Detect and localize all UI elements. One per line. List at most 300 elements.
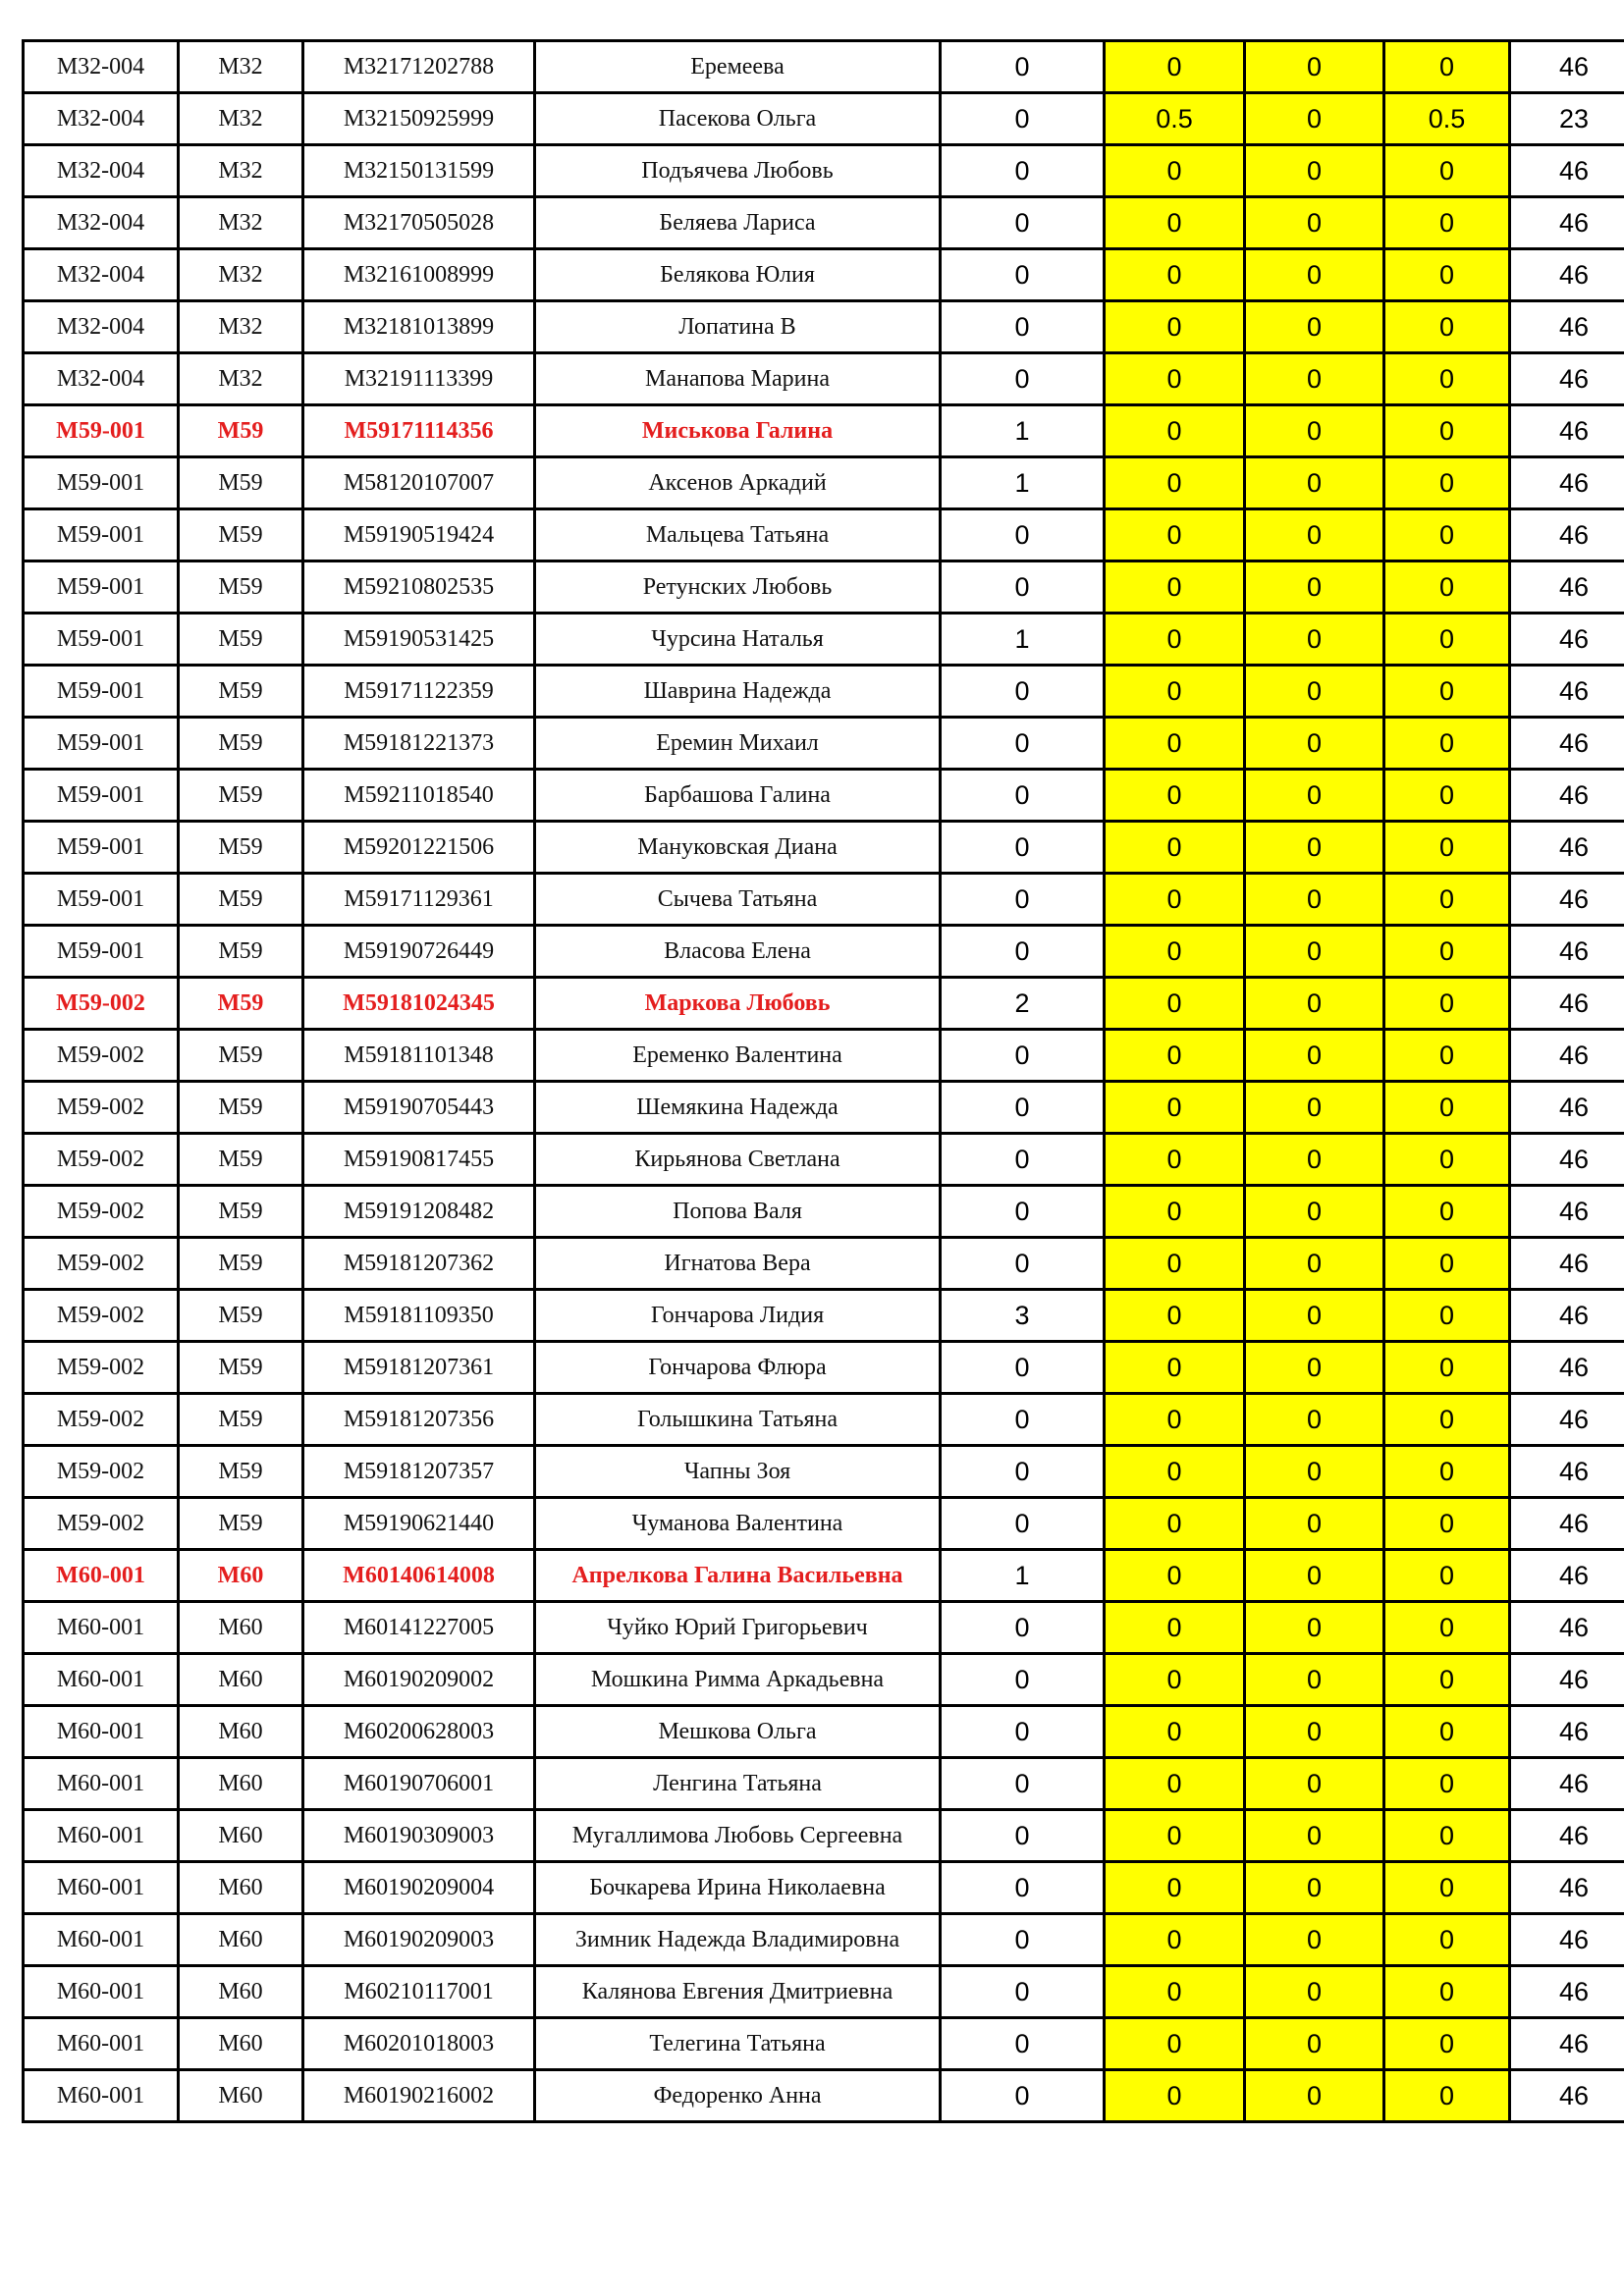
value-cell-1: 0 [941, 41, 1105, 93]
value-cell-3: 0 [1245, 2070, 1384, 2122]
group-cell: М32-004 [24, 249, 179, 301]
code-cell: М60 [179, 1862, 303, 1914]
id-cell: М59181207362 [303, 1238, 535, 1290]
total-cell: 46 [1510, 614, 1624, 666]
value-cell-2: 0 [1105, 1030, 1245, 1082]
name-cell: Мальцева Татьяна [535, 509, 941, 561]
value-cell-2: 0 [1105, 770, 1245, 822]
table-row [24, 770, 1624, 822]
value-cell-1: 0 [941, 2018, 1105, 2070]
value-cell-1: 1 [941, 405, 1105, 457]
group-cell: М59-001 [24, 926, 179, 978]
value-cell-2: 0 [1105, 2018, 1245, 2070]
value-cell-3: 0 [1245, 1238, 1384, 1290]
name-cell: Шаврина Надежда [535, 666, 941, 718]
total-cell: 46 [1510, 1290, 1624, 1342]
total-cell: 46 [1510, 1966, 1624, 2018]
value-cell-4: 0 [1384, 2070, 1510, 2122]
name-cell: Ленгина Татьяна [535, 1758, 941, 1810]
value-cell-1: 0 [941, 1914, 1105, 1966]
code-cell: М59 [179, 614, 303, 666]
code-cell: М59 [179, 405, 303, 457]
name-cell: Еременко Валентина [535, 1030, 941, 1082]
value-cell-3: 0 [1245, 1134, 1384, 1186]
value-cell-4: 0 [1384, 249, 1510, 301]
value-cell-4: 0 [1384, 1394, 1510, 1446]
value-cell-3: 0 [1245, 926, 1384, 978]
id-cell: М59181101348 [303, 1030, 535, 1082]
value-cell-3: 0 [1245, 1862, 1384, 1914]
table-row [24, 561, 1624, 614]
total-cell: 23 [1510, 93, 1624, 145]
value-cell-3: 0 [1245, 41, 1384, 93]
value-cell-3: 0 [1245, 457, 1384, 509]
total-cell: 46 [1510, 1654, 1624, 1706]
total-cell: 46 [1510, 1758, 1624, 1810]
table-row [24, 666, 1624, 718]
code-cell: М32 [179, 197, 303, 249]
value-cell-1: 0 [941, 1810, 1105, 1862]
total-cell: 46 [1510, 405, 1624, 457]
name-cell: Чуманова Валентина [535, 1498, 941, 1550]
group-cell: М32-004 [24, 41, 179, 93]
value-cell-2: 0 [1105, 1082, 1245, 1134]
code-cell: М59 [179, 1290, 303, 1342]
name-cell: Телегина Татьяна [535, 2018, 941, 2070]
code-cell: М59 [179, 1238, 303, 1290]
name-cell: Чапны Зоя [535, 1446, 941, 1498]
value-cell-1: 0 [941, 770, 1105, 822]
group-cell: М59-002 [24, 1394, 179, 1446]
value-cell-3: 0 [1245, 145, 1384, 197]
group-cell: М60-001 [24, 2018, 179, 2070]
total-cell: 46 [1510, 561, 1624, 614]
value-cell-2: 0 [1105, 301, 1245, 353]
code-cell: М60 [179, 1758, 303, 1810]
id-cell: М59210802535 [303, 561, 535, 614]
id-cell: М59190705443 [303, 1082, 535, 1134]
name-cell: Манапова Марина [535, 353, 941, 405]
value-cell-1: 0 [941, 874, 1105, 926]
total-cell: 46 [1510, 1550, 1624, 1602]
value-cell-4: 0 [1384, 718, 1510, 770]
name-cell: Федоренко Анна [535, 2070, 941, 2122]
name-cell: Кирьянова Светлана [535, 1134, 941, 1186]
table-row [24, 874, 1624, 926]
value-cell-1: 0 [941, 822, 1105, 874]
value-cell-3: 0 [1245, 1654, 1384, 1706]
value-cell-2: 0 [1105, 457, 1245, 509]
table-row [24, 1030, 1624, 1082]
code-cell: М59 [179, 1082, 303, 1134]
id-cell: М59190817455 [303, 1134, 535, 1186]
table-row [24, 1082, 1624, 1134]
table-row [24, 301, 1624, 353]
code-cell: М32 [179, 145, 303, 197]
value-cell-3: 0 [1245, 2018, 1384, 2070]
value-cell-2: 0 [1105, 1134, 1245, 1186]
value-cell-4: 0 [1384, 197, 1510, 249]
name-cell: Белякова Юлия [535, 249, 941, 301]
value-cell-1: 0 [941, 301, 1105, 353]
table-row [24, 2018, 1624, 2070]
value-cell-4: 0 [1384, 978, 1510, 1030]
code-cell: М59 [179, 457, 303, 509]
id-cell: М60190216002 [303, 2070, 535, 2122]
total-cell: 46 [1510, 1342, 1624, 1394]
data-table [22, 39, 1624, 2123]
group-cell: М32-004 [24, 93, 179, 145]
code-cell: М59 [179, 1446, 303, 1498]
total-cell: 46 [1510, 1498, 1624, 1550]
total-cell: 46 [1510, 457, 1624, 509]
value-cell-4: 0 [1384, 509, 1510, 561]
group-cell: М32-004 [24, 301, 179, 353]
id-cell: М59191208482 [303, 1186, 535, 1238]
table-row-leader [24, 1550, 1624, 1602]
value-cell-3: 0 [1245, 1810, 1384, 1862]
value-cell-2: 0 [1105, 197, 1245, 249]
value-cell-1: 1 [941, 457, 1105, 509]
group-cell: М59-002 [24, 1186, 179, 1238]
value-cell-2: 0 [1105, 1342, 1245, 1394]
table-row [24, 1498, 1624, 1550]
id-cell: М59181207356 [303, 1394, 535, 1446]
total-cell: 46 [1510, 353, 1624, 405]
value-cell-1: 0 [941, 1966, 1105, 2018]
value-cell-4: 0 [1384, 41, 1510, 93]
table-row [24, 249, 1624, 301]
table-row [24, 1654, 1624, 1706]
value-cell-4: 0 [1384, 874, 1510, 926]
value-cell-4: 0 [1384, 1342, 1510, 1394]
value-cell-2: 0 [1105, 1186, 1245, 1238]
code-cell: М60 [179, 1706, 303, 1758]
group-cell: М60-001 [24, 1654, 179, 1706]
name-cell: Ретунских Любовь [535, 561, 941, 614]
code-cell: М60 [179, 1810, 303, 1862]
name-cell: Бочкарева Ирина Николаевна [535, 1862, 941, 1914]
total-cell: 46 [1510, 1862, 1624, 1914]
id-cell: М59181109350 [303, 1290, 535, 1342]
value-cell-1: 0 [941, 353, 1105, 405]
value-cell-2: 0 [1105, 1238, 1245, 1290]
id-cell: М60190209003 [303, 1914, 535, 1966]
total-cell: 46 [1510, 1602, 1624, 1654]
total-cell: 46 [1510, 1810, 1624, 1862]
value-cell-4: 0 [1384, 353, 1510, 405]
value-cell-2: 0 [1105, 2070, 1245, 2122]
name-cell: Гончарова Лидия [535, 1290, 941, 1342]
total-cell: 46 [1510, 2018, 1624, 2070]
total-cell: 46 [1510, 2070, 1624, 2122]
table-row [24, 614, 1624, 666]
code-cell: М59 [179, 770, 303, 822]
total-cell: 46 [1510, 770, 1624, 822]
value-cell-2: 0.5 [1105, 93, 1245, 145]
table-row [24, 1758, 1624, 1810]
id-cell: М60190209004 [303, 1862, 535, 1914]
table-row [24, 1394, 1624, 1446]
id-cell: М59171122359 [303, 666, 535, 718]
value-cell-2: 0 [1105, 1446, 1245, 1498]
group-cell: М59-002 [24, 1446, 179, 1498]
id-cell: М59181221373 [303, 718, 535, 770]
name-cell: Игнатова Вера [535, 1238, 941, 1290]
table-row [24, 1446, 1624, 1498]
value-cell-4: 0 [1384, 1758, 1510, 1810]
value-cell-1: 3 [941, 1290, 1105, 1342]
value-cell-3: 0 [1245, 1290, 1384, 1342]
code-cell: М60 [179, 1550, 303, 1602]
value-cell-1: 0 [941, 1654, 1105, 1706]
value-cell-3: 0 [1245, 1082, 1384, 1134]
code-cell: М59 [179, 874, 303, 926]
value-cell-4: 0 [1384, 1446, 1510, 1498]
id-cell: М59181207361 [303, 1342, 535, 1394]
total-cell: 46 [1510, 1030, 1624, 1082]
value-cell-3: 0 [1245, 1550, 1384, 1602]
value-cell-1: 0 [941, 1498, 1105, 1550]
id-cell: М60201018003 [303, 2018, 535, 2070]
table-row [24, 457, 1624, 509]
value-cell-2: 0 [1105, 561, 1245, 614]
value-cell-2: 0 [1105, 1654, 1245, 1706]
id-cell: М59190519424 [303, 509, 535, 561]
id-cell: М32170505028 [303, 197, 535, 249]
value-cell-2: 0 [1105, 1706, 1245, 1758]
id-cell: М59190726449 [303, 926, 535, 978]
name-cell: Беляева Лариса [535, 197, 941, 249]
group-cell: М59-001 [24, 561, 179, 614]
table-row [24, 1342, 1624, 1394]
total-cell: 46 [1510, 978, 1624, 1030]
code-cell: М60 [179, 2018, 303, 2070]
value-cell-4: 0 [1384, 666, 1510, 718]
total-cell: 46 [1510, 1394, 1624, 1446]
name-cell: Попова Валя [535, 1186, 941, 1238]
value-cell-2: 0 [1105, 1862, 1245, 1914]
table-row [24, 1134, 1624, 1186]
name-cell: Маркова Любовь [535, 978, 941, 1030]
group-cell: М60-001 [24, 1706, 179, 1758]
code-cell: М59 [179, 926, 303, 978]
table-row [24, 2070, 1624, 2122]
total-cell: 46 [1510, 1134, 1624, 1186]
id-cell: М32181013899 [303, 301, 535, 353]
group-cell: М59-002 [24, 1290, 179, 1342]
value-cell-1: 0 [941, 718, 1105, 770]
group-cell: М59-001 [24, 718, 179, 770]
value-cell-1: 0 [941, 197, 1105, 249]
value-cell-3: 0 [1245, 249, 1384, 301]
value-cell-4: 0 [1384, 1550, 1510, 1602]
name-cell: Подъячева Любовь [535, 145, 941, 197]
total-cell: 46 [1510, 1186, 1624, 1238]
id-cell: М59190531425 [303, 614, 535, 666]
value-cell-3: 0 [1245, 1914, 1384, 1966]
total-cell: 46 [1510, 301, 1624, 353]
table-body [24, 41, 1624, 2122]
value-cell-1: 0 [941, 509, 1105, 561]
code-cell: М60 [179, 1602, 303, 1654]
value-cell-1: 0 [941, 1030, 1105, 1082]
group-cell: М59-002 [24, 1342, 179, 1394]
table-row [24, 145, 1624, 197]
total-cell: 46 [1510, 926, 1624, 978]
id-cell: М32191113399 [303, 353, 535, 405]
value-cell-3: 0 [1245, 301, 1384, 353]
value-cell-4: 0 [1384, 1654, 1510, 1706]
value-cell-2: 0 [1105, 41, 1245, 93]
group-cell: М59-001 [24, 509, 179, 561]
value-cell-3: 0 [1245, 1602, 1384, 1654]
table-row [24, 1706, 1624, 1758]
id-cell: М59171129361 [303, 874, 535, 926]
value-cell-1: 0 [941, 1342, 1105, 1394]
id-cell: М60200628003 [303, 1706, 535, 1758]
value-cell-1: 2 [941, 978, 1105, 1030]
value-cell-2: 0 [1105, 1758, 1245, 1810]
group-cell: М59-001 [24, 666, 179, 718]
value-cell-4: 0 [1384, 614, 1510, 666]
value-cell-3: 0 [1245, 874, 1384, 926]
value-cell-1: 0 [941, 666, 1105, 718]
name-cell: Апрелкова Галина Васильевна [535, 1550, 941, 1602]
value-cell-2: 0 [1105, 249, 1245, 301]
group-cell: М32-004 [24, 353, 179, 405]
id-cell: М32171202788 [303, 41, 535, 93]
value-cell-1: 1 [941, 614, 1105, 666]
group-cell: М60-001 [24, 1810, 179, 1862]
group-cell: М59-002 [24, 1238, 179, 1290]
table-row [24, 1966, 1624, 2018]
total-cell: 46 [1510, 718, 1624, 770]
total-cell: 46 [1510, 1706, 1624, 1758]
group-cell: М32-004 [24, 197, 179, 249]
value-cell-3: 0 [1245, 978, 1384, 1030]
code-cell: М32 [179, 41, 303, 93]
value-cell-4: 0 [1384, 2018, 1510, 2070]
total-cell: 46 [1510, 509, 1624, 561]
group-cell: М59-001 [24, 874, 179, 926]
value-cell-3: 0 [1245, 718, 1384, 770]
table-row [24, 1238, 1624, 1290]
id-cell: М60210117001 [303, 1966, 535, 2018]
table-row-leader [24, 405, 1624, 457]
value-cell-1: 0 [941, 926, 1105, 978]
table-row [24, 822, 1624, 874]
value-cell-3: 0 [1245, 93, 1384, 145]
value-cell-1: 0 [941, 93, 1105, 145]
table-row [24, 926, 1624, 978]
value-cell-3: 0 [1245, 197, 1384, 249]
total-cell: 46 [1510, 1082, 1624, 1134]
value-cell-3: 0 [1245, 1394, 1384, 1446]
value-cell-4: 0 [1384, 926, 1510, 978]
table-row [24, 41, 1624, 93]
value-cell-4: 0 [1384, 1186, 1510, 1238]
code-cell: М59 [179, 822, 303, 874]
id-cell: М59181207357 [303, 1446, 535, 1498]
value-cell-4: 0 [1384, 1810, 1510, 1862]
value-cell-3: 0 [1245, 1030, 1384, 1082]
group-cell: М59-002 [24, 1134, 179, 1186]
id-cell: М59190621440 [303, 1498, 535, 1550]
value-cell-1: 0 [941, 561, 1105, 614]
id-cell: М59181024345 [303, 978, 535, 1030]
name-cell: Шемякина Надежда [535, 1082, 941, 1134]
name-cell: Калянова Евгения Дмитриевна [535, 1966, 941, 2018]
value-cell-3: 0 [1245, 666, 1384, 718]
value-cell-3: 0 [1245, 405, 1384, 457]
value-cell-1: 0 [941, 1186, 1105, 1238]
table-row [24, 1810, 1624, 1862]
value-cell-1: 0 [941, 1862, 1105, 1914]
value-cell-2: 0 [1105, 666, 1245, 718]
value-cell-4: 0 [1384, 457, 1510, 509]
value-cell-4: 0 [1384, 1602, 1510, 1654]
table-row [24, 1602, 1624, 1654]
table-row-leader [24, 978, 1624, 1030]
total-cell: 46 [1510, 822, 1624, 874]
value-cell-3: 0 [1245, 1706, 1384, 1758]
code-cell: М59 [179, 561, 303, 614]
value-cell-4: 0 [1384, 1030, 1510, 1082]
code-cell: М59 [179, 1394, 303, 1446]
id-cell: М60141227005 [303, 1602, 535, 1654]
value-cell-2: 0 [1105, 145, 1245, 197]
value-cell-3: 0 [1245, 1758, 1384, 1810]
value-cell-4: 0 [1384, 1914, 1510, 1966]
table-row [24, 509, 1624, 561]
value-cell-1: 0 [941, 249, 1105, 301]
code-cell: М59 [179, 718, 303, 770]
value-cell-1: 0 [941, 2070, 1105, 2122]
code-cell: М59 [179, 1498, 303, 1550]
value-cell-1: 0 [941, 1082, 1105, 1134]
name-cell: Мошкина Римма Аркадьевна [535, 1654, 941, 1706]
name-cell: Еремеева [535, 41, 941, 93]
value-cell-4: 0 [1384, 561, 1510, 614]
code-cell: М60 [179, 1914, 303, 1966]
group-cell: М59-002 [24, 1498, 179, 1550]
value-cell-4: 0 [1384, 1862, 1510, 1914]
name-cell: Миськова Галина [535, 405, 941, 457]
value-cell-4: 0 [1384, 301, 1510, 353]
total-cell: 46 [1510, 1238, 1624, 1290]
total-cell: 46 [1510, 666, 1624, 718]
name-cell: Аксенов Аркадий [535, 457, 941, 509]
group-cell: М59-001 [24, 457, 179, 509]
name-cell: Барбашова Галина [535, 770, 941, 822]
value-cell-2: 0 [1105, 1394, 1245, 1446]
name-cell: Власова Елена [535, 926, 941, 978]
code-cell: М32 [179, 353, 303, 405]
table-row [24, 1862, 1624, 1914]
group-cell: М59-001 [24, 405, 179, 457]
value-cell-2: 0 [1105, 509, 1245, 561]
value-cell-1: 1 [941, 1550, 1105, 1602]
value-cell-3: 0 [1245, 1342, 1384, 1394]
total-cell: 46 [1510, 249, 1624, 301]
code-cell: М60 [179, 1966, 303, 2018]
id-cell: М32150925999 [303, 93, 535, 145]
code-cell: М59 [179, 1186, 303, 1238]
value-cell-3: 0 [1245, 509, 1384, 561]
code-cell: М59 [179, 509, 303, 561]
name-cell: Еремин Михаил [535, 718, 941, 770]
